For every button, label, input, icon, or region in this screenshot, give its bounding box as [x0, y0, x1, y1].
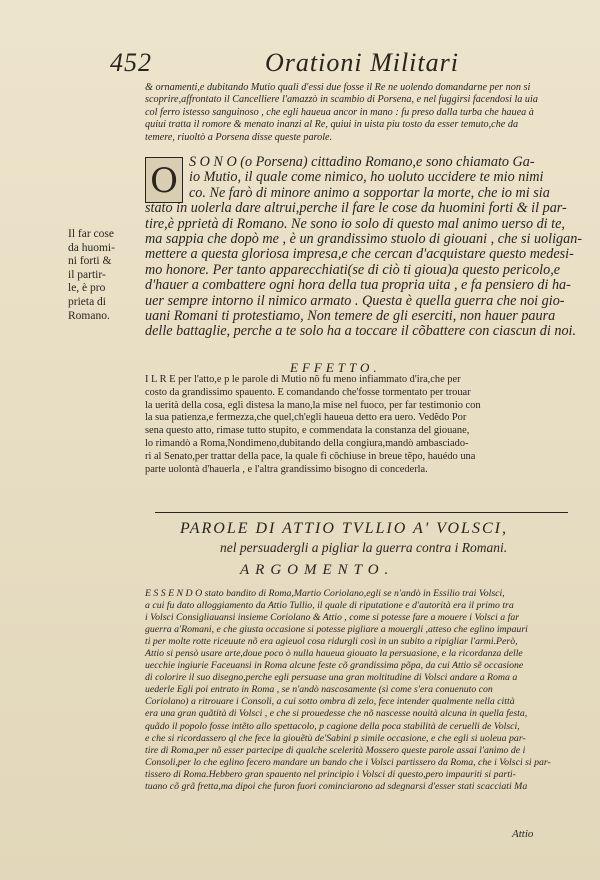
- section-divider: [155, 512, 568, 513]
- text-line: i Volsci Consigliauansi insieme Coriolano & Attio , come si potesse fare a mouere i Volsci a far: [145, 612, 520, 624]
- section-subtitle: nel persuadergli a pigliar la guerra contra i Romani.: [220, 540, 508, 555]
- text-line: uederle Egli poi entrato in Roma , se n'andò nascosamente (sì come s'era conuenuto con: [145, 684, 493, 696]
- margin-line: prieta di: [68, 295, 106, 308]
- text-line: guerra a'Romani, e che giusta occasione si potesse pigliare a mouergli ,atteso che eglino impauri: [145, 624, 528, 636]
- text-line: e che si ricordassero ql che fece la giouẽtù de'Sabini p simile occasione, e che egli si uoleua par-: [145, 732, 526, 744]
- speech-paragraph: [145, 155, 582, 340]
- text-line: ri al Senato,per trattar della pace, la quale fi cõchiuse in breue tẽpo, hauédo una: [145, 450, 476, 462]
- argomento-paragraph: [145, 588, 578, 793]
- decorated-initial: O: [145, 157, 183, 203]
- text-line: lo rimandò a Roma,Nondimeno,dubitando della congiura,mandò ambasciado-: [145, 437, 469, 449]
- intro-paragraph: [145, 82, 578, 144]
- text-line: uer sempre intorno il nimico armato . Questa è quella guerra che noi gio-: [145, 292, 565, 309]
- page-header: [110, 48, 560, 76]
- argomento-heading: ARGOMENTO.: [240, 562, 395, 578]
- text-line: col ferro istesso sanguinoso , che egli haueua ancor in mano : fu preso dalla turba che hauea à: [145, 106, 534, 118]
- text-line: a cui fu dato alloggiamento da Attio Tullio, il quale di riputatione e d'autorità era il primo tra: [145, 600, 514, 612]
- text-line: d'hauer a combattere ogni hora della tua propria uita , e fa pensiero di ha-: [145, 277, 571, 294]
- margin-line: le, è pro: [68, 282, 106, 295]
- text-line: tire,è pprietà di Romano. Ne sono io solo di questo mal animo uerso di te,: [145, 215, 565, 232]
- text-line: scoprire,affrontato il Cancelliere l'amazzò in scambio di Porsena, e nel fuggirsi facendosi la uia: [145, 94, 538, 106]
- text-line: Attio si pensò usare arte,doue poco ò nulla haueua giouato la persuasione, e la ricordanza delle: [145, 648, 523, 660]
- text-line: costo da grandissimo spauento. E comandando che'fosse tormentato per trouar: [145, 386, 471, 398]
- text-line: stato in uolerla dare altrui,perche il fare le cose da huomini forti & il par-: [145, 200, 567, 217]
- text-line: uani Romani ti protestiamo, Non temere de gli eserciti, non hauer paura: [145, 308, 556, 325]
- text-line: mo honore. Per tanto apparecchiati(se di ciò ti gioua)a questo pericolo,e: [145, 261, 561, 278]
- effetto-paragraph: [145, 374, 578, 476]
- text-line: quiui tratta il romore & menato inanzi al Re, quiui in uista piu tosto da esser temuto,che da: [145, 119, 519, 131]
- text-line: ma sappia che dopò me , è un grandissimo stuolo di giouani , che si uoligan-: [145, 231, 583, 248]
- text-line: co. Ne farò di minore animo a sopportar la morte, che io mi sia: [189, 184, 550, 201]
- text-line: tissero di Roma.Hebbero gran spauento nel principio i Volsci di questo,pero impauriti si parti-: [145, 768, 516, 780]
- text-line: io Mutio, il quale come nimico, ho uoluto uccidere te mio nimi: [189, 169, 544, 186]
- text-line: sena questo atto, rimase tutto stupito, e commendata la constanza del giouane,: [145, 425, 470, 437]
- margin-line: il partir-: [68, 268, 106, 281]
- text-line: tuano cõ grã fretta,ma dipoi che furon fuori cominciarono ad sdegnarsi d'esser stati scacciati Ma: [145, 780, 528, 792]
- margin-line: Il far cose: [68, 228, 114, 240]
- margin-note: [68, 228, 146, 323]
- text-line: I L R E per l'atto,e p le parole di Mutio nõ fu meno infiammato d'ira,che per: [145, 374, 461, 385]
- running-title: Orationi Militari: [265, 48, 459, 77]
- text-line: la uerità della cosa, egli distesa la mano,la mise nel fuoco, per far testimonio con: [145, 399, 481, 411]
- section-title: PAROLE DI ATTIO TVLLIO A' VOLSCI,: [180, 520, 508, 537]
- text-line: & ornamenti,e dubitando Mutio quali d'essi due fosse il Re ne uolendo domandarne per non si: [145, 82, 531, 93]
- text-line: temere, riuoltò a Porsena disse queste parole.: [145, 131, 333, 143]
- text-line: E S S E N D O stato bandito di Roma,Martio Coriolano,egli se n'andò in Essilio trai Volsci,: [145, 588, 505, 599]
- text-line: parte uolontà d'hauerla , e l'altra grandissimo bisogno di concederla.: [145, 463, 428, 475]
- effetto-heading: EFFETTO.: [290, 360, 381, 375]
- text-line: ti per molte rotte riceuute nõ era agieuol cosa ridurgli così in un subito a ripigliar l'armi.Però,: [145, 636, 518, 648]
- text-line: quãdo il popolo fosse intẽto allo spettacolo, p cagione della poca stabilità de ceruelli de Volsci,: [145, 720, 520, 732]
- text-line: Consoli,per lo che eglino fecero mandare un bando che i Volsci partissero da Roma, che i Volsci si par-: [145, 756, 551, 768]
- text-line: S O N O (o Porsena) cittadino Romano,e sono chiamato Ga-: [189, 154, 535, 170]
- margin-line: Romano.: [68, 309, 110, 322]
- text-line: mettere a questa gloriosa impresa,e che cercan d'acquistare questo medesi-: [145, 246, 574, 263]
- text-line: Coriolano) a ritrouare i Consoli, a cui sotto ombra di zelo, fece intender qualmente nella città: [145, 696, 515, 708]
- text-line: tire di Roma,per nõ esser partecipe di qualche scelerità Mossero queste parole assai l'animo de i: [145, 744, 526, 756]
- catchword: Attio: [512, 828, 534, 840]
- text-line: uecchie ingiurie Faceuansi in Roma alcune feste cõ grandissima põpa, da cui Attio sẽ occasione: [145, 660, 524, 672]
- text-line: era una gran quãtità di Volsci , e che si prouedesse che nõ nascesse nouità alcuna in quella festa,: [145, 708, 528, 720]
- margin-line: da huomi-: [68, 241, 115, 254]
- page-number: 452: [110, 48, 152, 77]
- text-line: la sua patienza,e fermezza,che quel,ch'egli haueua detto era uero. Vedẽdo Por: [145, 412, 467, 424]
- margin-line: ni forti &: [68, 255, 112, 268]
- text-line: delle battaglie, perche a te solo ha a toccare il cõbattere con ciascun di noi.: [145, 323, 577, 340]
- text-line: di colorire il suo disegno,perche egli persuase una gran moltitudine di Volsci andare a Roma a: [145, 672, 518, 684]
